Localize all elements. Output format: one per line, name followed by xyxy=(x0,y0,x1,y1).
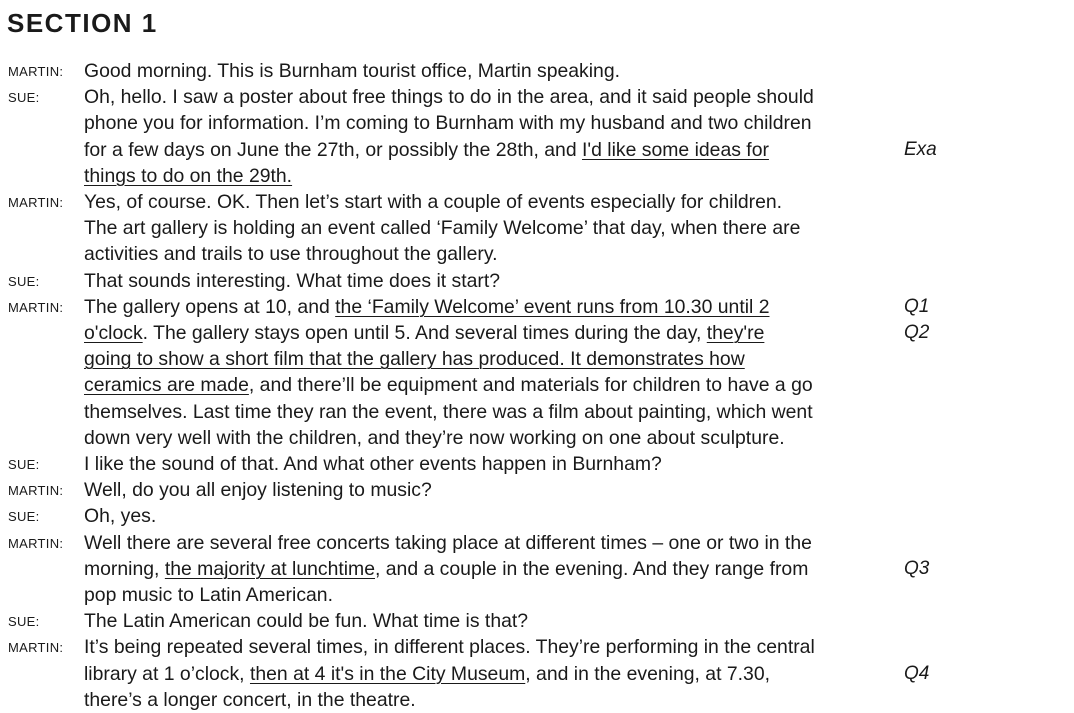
line-text xyxy=(84,346,745,372)
speaker-label: MARTIN: xyxy=(8,483,64,499)
question-marker: Q4 xyxy=(904,662,930,684)
line-text xyxy=(84,451,662,477)
speaker-label: SUE: xyxy=(8,273,40,289)
text-segment: Good morning. This is Burnham tourist office, Martin speaking. xyxy=(84,60,621,82)
section-title: SECTION 1 xyxy=(7,8,158,38)
line-text xyxy=(84,163,292,189)
text-segment: for a few days on June the 27th, or possibly the 28th, and xyxy=(84,138,583,161)
text-segment: Yes, of course. OK. Then let’s start with a couple of events especially for children. xyxy=(84,191,783,213)
speaker-label: SUE: xyxy=(8,614,40,630)
question-marker: Exa xyxy=(904,138,937,160)
line-text xyxy=(84,687,416,713)
text-segment: Well there are several free concerts taking place at different times – one or two in the xyxy=(84,531,812,554)
underlined-answer: the majority at lunchtime xyxy=(164,557,375,580)
text-segment: The art gallery is holding an event called ‘Family Welcome’ that day, when there are xyxy=(84,217,801,240)
text-segment: It’s being repeated several times, in different places. They’re performing in the central xyxy=(84,636,815,659)
underlined-answer: o'clock xyxy=(84,322,143,344)
underlined-answer: I'd like some ideas for xyxy=(582,138,769,161)
line-text xyxy=(84,582,333,608)
text-segment: Well, do you all enjoy listening to music? xyxy=(84,479,432,502)
line-text xyxy=(84,556,808,582)
text-segment: phone you for information. I’m coming to Burnham with my husband and two children xyxy=(84,112,812,135)
line-text xyxy=(84,241,498,267)
text-segment: pop music to Latin American. xyxy=(84,584,333,606)
question-marker: Q3 xyxy=(904,557,930,579)
line-text xyxy=(84,530,812,556)
line-text xyxy=(84,189,782,215)
text-segment: I like the sound of that. And what other events happen in Burnham? xyxy=(84,453,662,475)
line-text xyxy=(84,58,620,84)
line-text xyxy=(84,110,812,136)
line-text xyxy=(84,661,770,687)
speaker-label: MARTIN: xyxy=(8,299,64,315)
line-text xyxy=(84,84,814,110)
speaker-label: SUE: xyxy=(8,457,40,472)
text-segment: there’s a longer concert, in the theatre. xyxy=(84,688,416,711)
underlined-answer: going to show a short film that the gallery has produced. It demonstrates how xyxy=(84,348,745,371)
speaker-label: MARTIN: xyxy=(8,535,64,551)
line-text xyxy=(84,137,769,163)
text-segment: themselves. Last time they ran the event, there was a film about painting, which went xyxy=(84,400,813,423)
line-text xyxy=(84,372,813,398)
line-text xyxy=(84,215,800,241)
text-segment: , and a couple in the evening. And they range from xyxy=(375,557,809,580)
question-marker: Q2 xyxy=(904,322,930,343)
underlined-answer: ceramics are made xyxy=(84,374,249,397)
line-text xyxy=(84,634,815,660)
line-text xyxy=(84,294,770,320)
underlined-answer: they're xyxy=(706,322,765,344)
speaker-label: MARTIN: xyxy=(8,195,64,210)
line-text xyxy=(84,477,432,503)
text-segment: , and there’ll be equipment and materials for children to have a go xyxy=(248,374,813,397)
line-text xyxy=(84,320,764,346)
underlined-answer: the ‘Family Welcome’ event runs from 10.30 until 2 xyxy=(335,295,770,318)
underlined-answer: then at 4 it's in the City Museum xyxy=(249,662,526,685)
text-segment: library at 1 o’clock, xyxy=(84,662,250,685)
line-text xyxy=(84,503,156,529)
text-segment: activities and trails to use throughout the gallery. xyxy=(84,243,498,266)
underlined-answer: things to do on the 29th. xyxy=(84,164,293,187)
line-text xyxy=(84,608,528,634)
text-segment: down very well with the children, and they’re now working on one about sculpture. xyxy=(84,426,785,449)
speaker-label: MARTIN: xyxy=(8,64,64,79)
text-segment: . The gallery stays open until 5. And several times during the day, xyxy=(142,322,707,344)
line-text xyxy=(84,268,500,294)
speaker-label: SUE: xyxy=(8,509,40,525)
line-text xyxy=(84,399,813,425)
speaker-label: SUE: xyxy=(8,90,40,106)
text-segment: , and in the evening, at 7.30, xyxy=(525,662,770,685)
text-segment: Oh, yes. xyxy=(84,505,157,528)
text-segment: The gallery opens at 10, and xyxy=(84,295,336,318)
text-segment: morning, xyxy=(84,557,165,580)
speaker-label: MARTIN: xyxy=(8,640,64,656)
question-marker: Q1 xyxy=(904,295,930,317)
text-segment: That sounds interesting. What time does it start? xyxy=(84,269,501,292)
text-segment: The Latin American could be fun. What time is that? xyxy=(84,610,529,633)
text-segment: Oh, hello. I saw a poster about free things to do in the area, and it said people should xyxy=(84,86,814,109)
line-text xyxy=(84,425,785,451)
